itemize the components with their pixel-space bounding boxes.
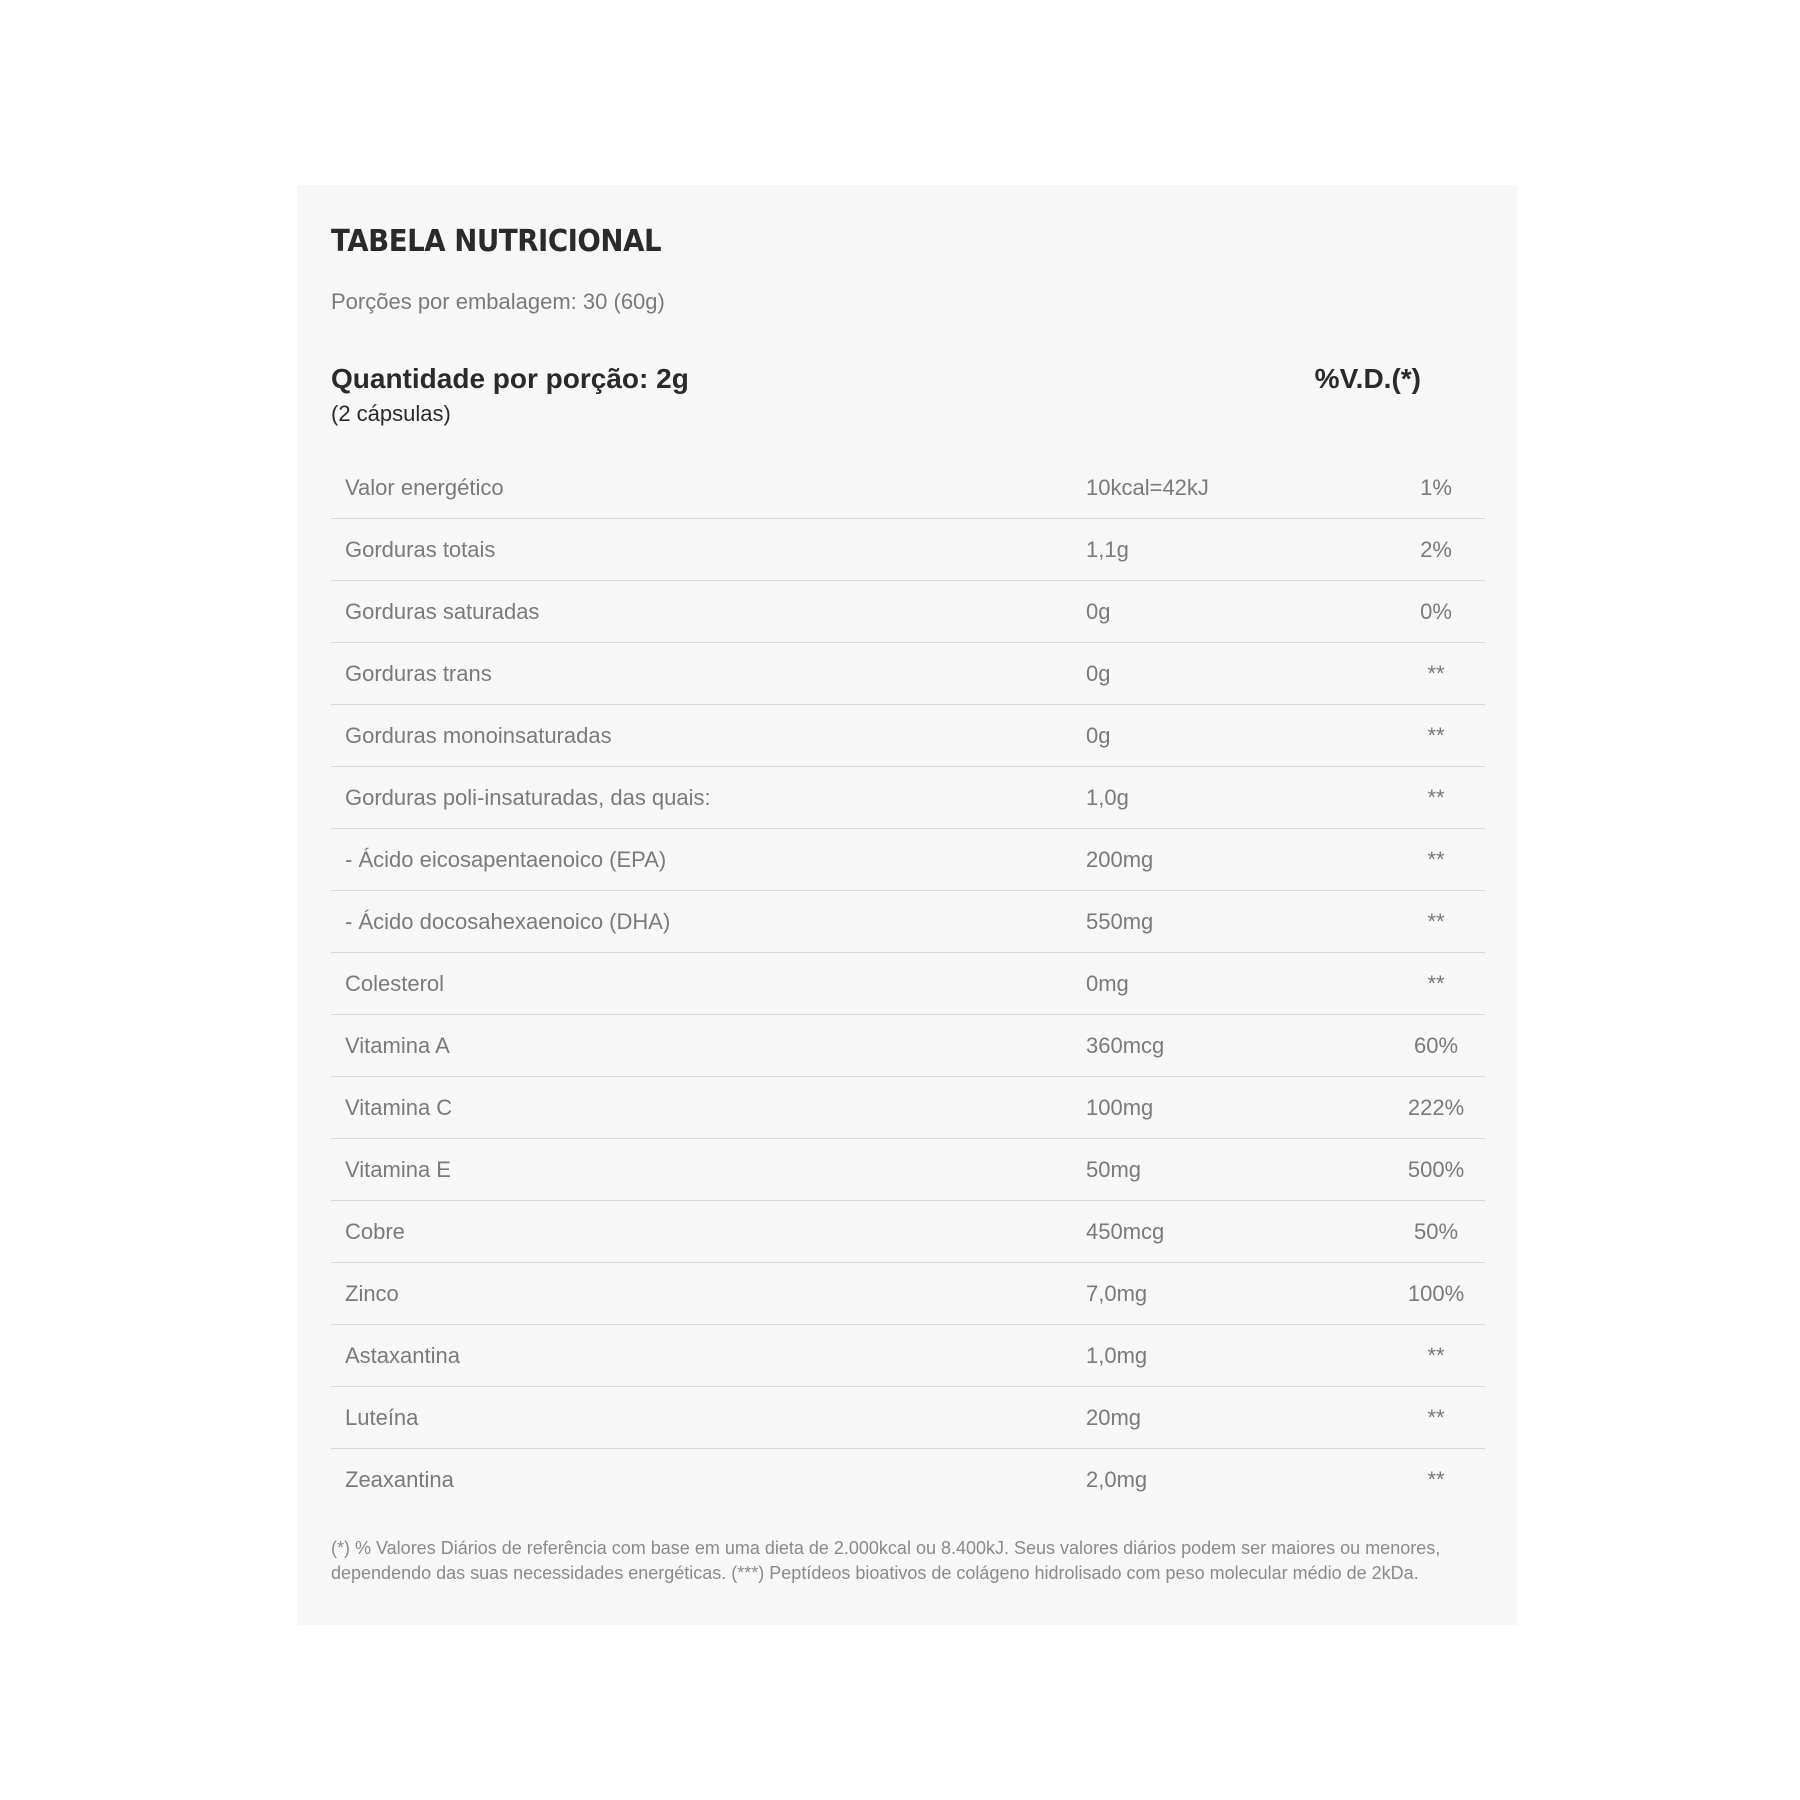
quantity-header xyxy=(331,361,1483,441)
servings-per-package: Porções por embalagem: 30 (60g) xyxy=(331,289,665,314)
nutrient-amount: 360mcg xyxy=(1086,1033,1165,1058)
nutrient-daily-value: ** xyxy=(1427,785,1445,810)
table-row xyxy=(331,829,1485,891)
nutrient-daily-value: ** xyxy=(1427,909,1445,934)
nutrient-name: Zeaxantina xyxy=(345,1467,454,1492)
table-row xyxy=(331,891,1485,953)
nutrient-name: Gorduras trans xyxy=(345,661,492,686)
nutrient-daily-value: 100% xyxy=(1407,1281,1465,1306)
table-row xyxy=(331,953,1485,1015)
table-row xyxy=(331,1077,1485,1139)
serving-size-title: Quantidade por porção: 2g xyxy=(331,363,689,394)
nutrient-name: Vitamina E xyxy=(345,1157,451,1182)
serving-size-subtitle: (2 cápsulas) xyxy=(331,401,451,426)
table-row xyxy=(331,1387,1485,1449)
nutrition-table-card xyxy=(297,185,1517,1625)
table-row xyxy=(331,1325,1485,1387)
nutrient-name: Zinco xyxy=(345,1281,399,1306)
nutrient-amount: 0g xyxy=(1086,723,1111,748)
nutrient-daily-value: ** xyxy=(1427,1405,1445,1430)
nutrient-name: Luteína xyxy=(345,1405,419,1430)
nutrient-amount: 50mg xyxy=(1086,1157,1142,1182)
nutrient-daily-value: ** xyxy=(1427,661,1445,686)
table-row xyxy=(331,767,1485,829)
table-row xyxy=(331,1139,1485,1201)
table-row xyxy=(331,581,1485,643)
nutrient-daily-value: 50% xyxy=(1413,1219,1459,1244)
table-row xyxy=(331,519,1485,581)
nutrient-table xyxy=(331,457,1485,1510)
table-row xyxy=(331,1201,1485,1263)
table-row xyxy=(331,1449,1485,1510)
nutrient-name: Gorduras saturadas xyxy=(345,599,540,624)
nutrient-name: Gorduras monoinsaturadas xyxy=(345,723,612,748)
daily-value-header: %V.D.(*) xyxy=(1314,363,1421,394)
nutrient-daily-value: ** xyxy=(1427,723,1445,748)
nutrient-amount: 20mg xyxy=(1086,1405,1142,1430)
nutrient-amount: 2,0mg xyxy=(1086,1467,1148,1492)
nutrient-daily-value: ** xyxy=(1427,1467,1445,1492)
nutrient-daily-value: 222% xyxy=(1407,1095,1465,1120)
nutrient-daily-value: 2% xyxy=(1420,537,1452,562)
nutrient-name: Valor energético xyxy=(345,475,504,500)
nutrient-amount: 100mg xyxy=(1086,1095,1154,1120)
nutrient-name: Astaxantina xyxy=(345,1343,460,1368)
nutrient-amount: 200mg xyxy=(1086,847,1154,872)
nutrient-amount: 550mg xyxy=(1086,909,1154,934)
nutrient-daily-value: ** xyxy=(1427,1343,1445,1368)
table-row xyxy=(331,457,1485,519)
table-row xyxy=(331,1015,1485,1077)
nutrient-amount: 450mcg xyxy=(1086,1219,1165,1244)
nutrient-daily-value: ** xyxy=(1427,847,1445,872)
nutrient-name: Vitamina A xyxy=(345,1033,450,1058)
nutrient-amount: 10kcal=42kJ xyxy=(1086,475,1209,500)
footnote: (*) % Valores Diários de referência com base em uma dieta de 2.000kcal ou 8.400kJ. Seus valores diários podem ser maiores ou menores, dependendo das suas necessidades energéticas. (***) Peptídeos bioativos de colágeno hidrolisado com peso molecular médio de 2kDa. xyxy=(331,1538,1441,1583)
nutrient-name: Gorduras totais xyxy=(345,537,496,562)
nutrient-daily-value: 0% xyxy=(1420,599,1452,624)
nutrient-amount: 1,1g xyxy=(1086,537,1129,562)
nutrient-daily-value: ** xyxy=(1427,971,1445,996)
nutrient-daily-value: 500% xyxy=(1407,1157,1465,1182)
nutrient-name: Colesterol xyxy=(345,971,445,996)
nutrient-name: Vitamina C xyxy=(345,1095,453,1120)
table-row xyxy=(331,643,1485,705)
nutrient-amount: 0g xyxy=(1086,599,1111,624)
nutrient-amount: 1,0mg xyxy=(1086,1343,1148,1368)
table-title: TABELA NUTRICIONAL xyxy=(331,224,662,259)
nutrient-amount: 1,0g xyxy=(1086,785,1129,810)
nutrient-amount: 0mg xyxy=(1086,971,1129,996)
nutrient-daily-value: 1% xyxy=(1420,475,1452,500)
nutrient-name: Gorduras poli-insaturadas, das quais: xyxy=(345,785,711,810)
nutrient-name: - Ácido eicosapentaenoico (EPA) xyxy=(345,847,667,872)
nutrient-amount: 0g xyxy=(1086,661,1111,686)
table-row xyxy=(331,1263,1485,1325)
nutrient-name: - Ácido docosahexaenoico (DHA) xyxy=(345,909,671,934)
nutrient-daily-value: 60% xyxy=(1413,1033,1459,1058)
nutrient-name: Cobre xyxy=(345,1219,405,1244)
nutrient-amount: 7,0mg xyxy=(1086,1281,1148,1306)
table-row xyxy=(331,705,1485,767)
